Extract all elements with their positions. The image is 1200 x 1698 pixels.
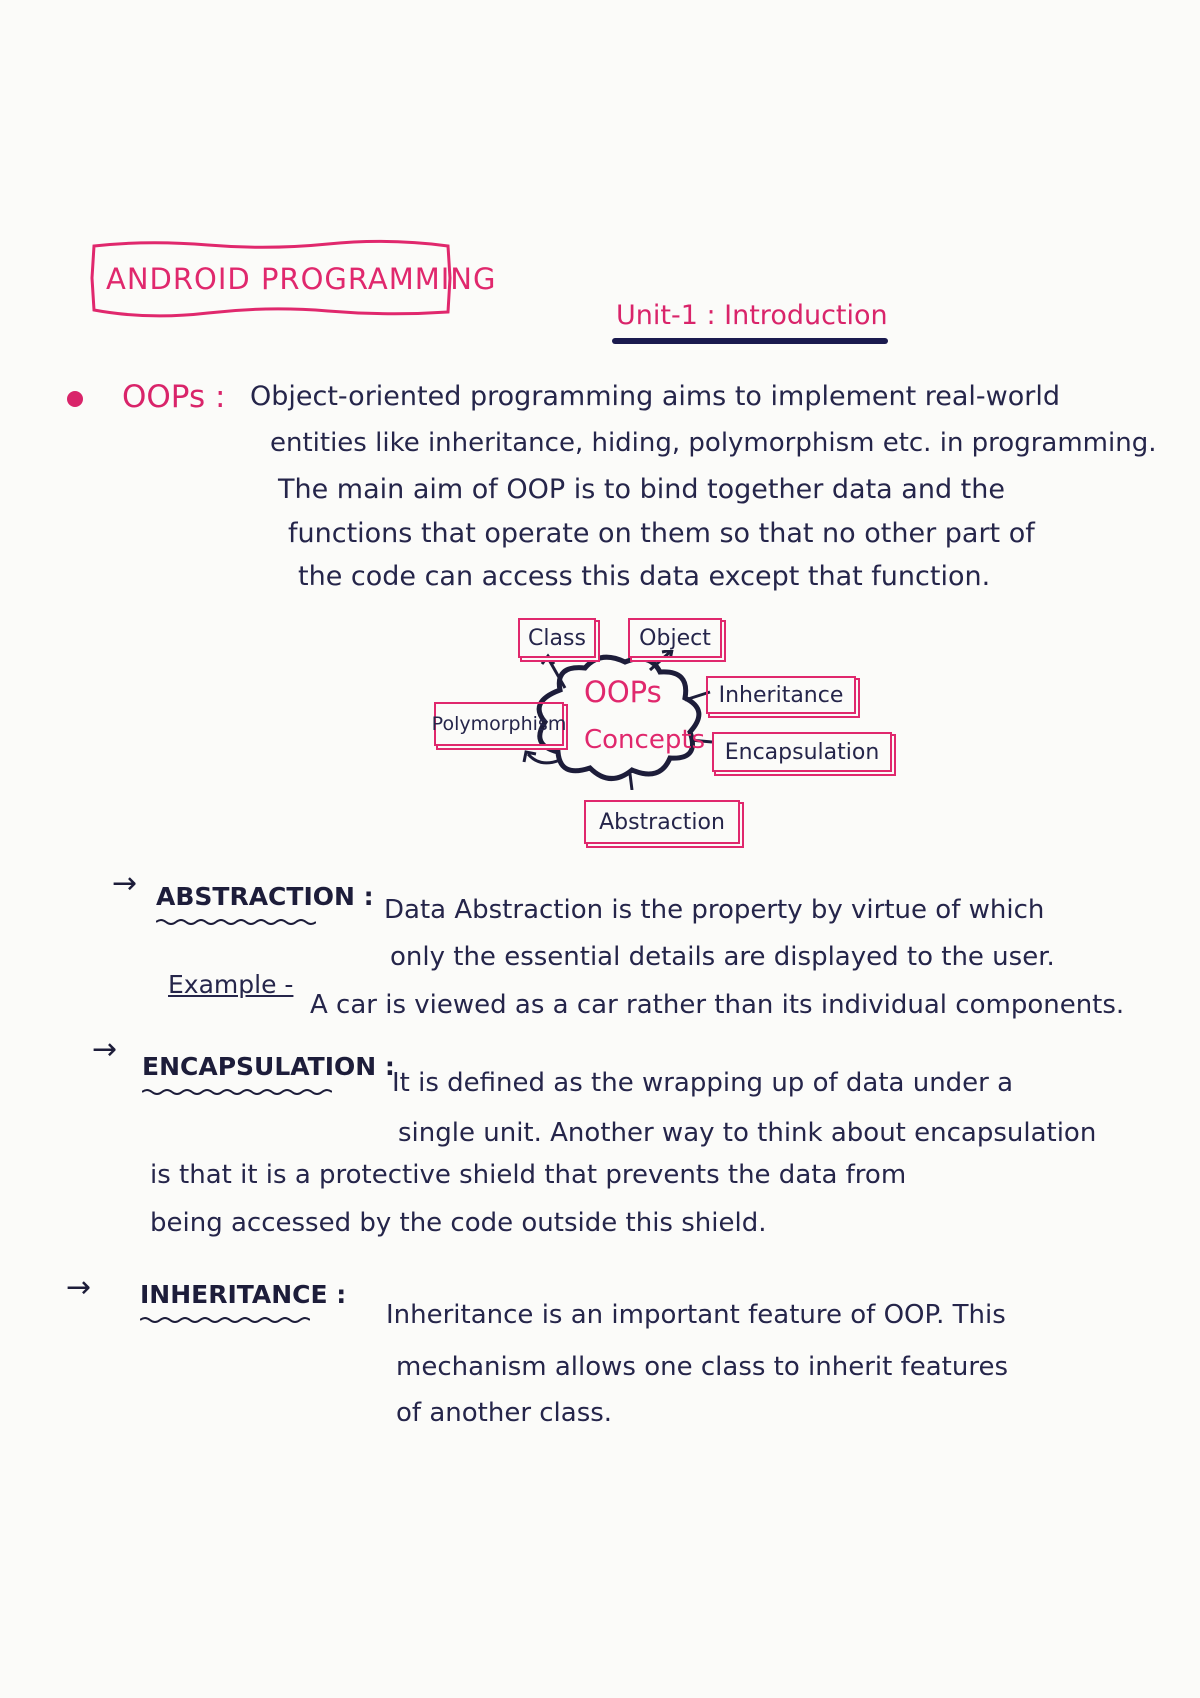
diagram-box-polymorphism: Polymorphism <box>434 702 564 746</box>
unit-title-underline <box>612 338 888 344</box>
abstraction-squiggle <box>156 918 316 926</box>
diagram-box-encapsulation: Encapsulation <box>712 732 892 772</box>
abstraction-line-1: Data Abstraction is the property by virtue of which <box>384 895 1045 925</box>
inheritance-squiggle <box>140 1316 310 1324</box>
arrow-icon: → <box>66 1270 92 1305</box>
inheritance-line-2: mechanism allows one class to inherit features <box>396 1352 1009 1382</box>
oops-label: OOPs : <box>122 379 226 415</box>
encapsulation-line-2: single unit. Another way to think about encapsulation <box>398 1118 1097 1148</box>
abstraction-heading: ABSTRACTION : <box>156 882 374 911</box>
unit-title: Unit-1 : Introduction <box>616 300 888 331</box>
bullet-icon <box>67 391 83 407</box>
diagram-box-abstraction: Abstraction <box>584 800 740 844</box>
diagram-center-line2: Concepts <box>584 725 706 755</box>
oops-line-5: the code can access this data except that function. <box>298 561 991 592</box>
diagram-box-inheritance: Inheritance <box>706 676 856 714</box>
oops-line-4: functions that operate on them so that no other part of <box>288 518 1035 549</box>
subject-title: ANDROID PROGRAMMING <box>106 262 497 296</box>
inheritance-heading: INHERITANCE : <box>140 1280 347 1309</box>
oops-line-3: The main aim of OOP is to bind together data and the <box>278 474 1005 505</box>
arrow-icon: → <box>92 1032 118 1067</box>
encapsulation-line-4: being accessed by the code outside this shield. <box>150 1208 767 1238</box>
encapsulation-squiggle <box>142 1088 332 1096</box>
arrow-icon: → <box>112 866 138 901</box>
example-label: Example - <box>168 970 294 999</box>
inheritance-line-1: Inheritance is an important feature of OOP. This <box>386 1300 1006 1330</box>
oops-line-1: Object-oriented programming aims to implement real-world <box>250 381 1061 412</box>
inheritance-line-3: of another class. <box>396 1398 613 1428</box>
encapsulation-heading: ENCAPSULATION : <box>142 1052 395 1081</box>
abstraction-line-2: only the essential details are displayed to the user. <box>390 942 1055 972</box>
encapsulation-line-3: is that it is a protective shield that prevents the data from <box>150 1160 907 1190</box>
diagram-box-object: Object <box>628 618 722 658</box>
abstraction-example-text: A car is viewed as a car rather than its individual components. <box>310 990 1125 1020</box>
oops-line-2: entities like inheritance, hiding, polymorphism etc. in programming. <box>270 428 1157 458</box>
encapsulation-line-1: It is defined as the wrapping up of data under a <box>392 1068 1014 1098</box>
diagram-box-class: Class <box>518 618 596 658</box>
diagram-center-line1: OOPs <box>584 675 662 709</box>
